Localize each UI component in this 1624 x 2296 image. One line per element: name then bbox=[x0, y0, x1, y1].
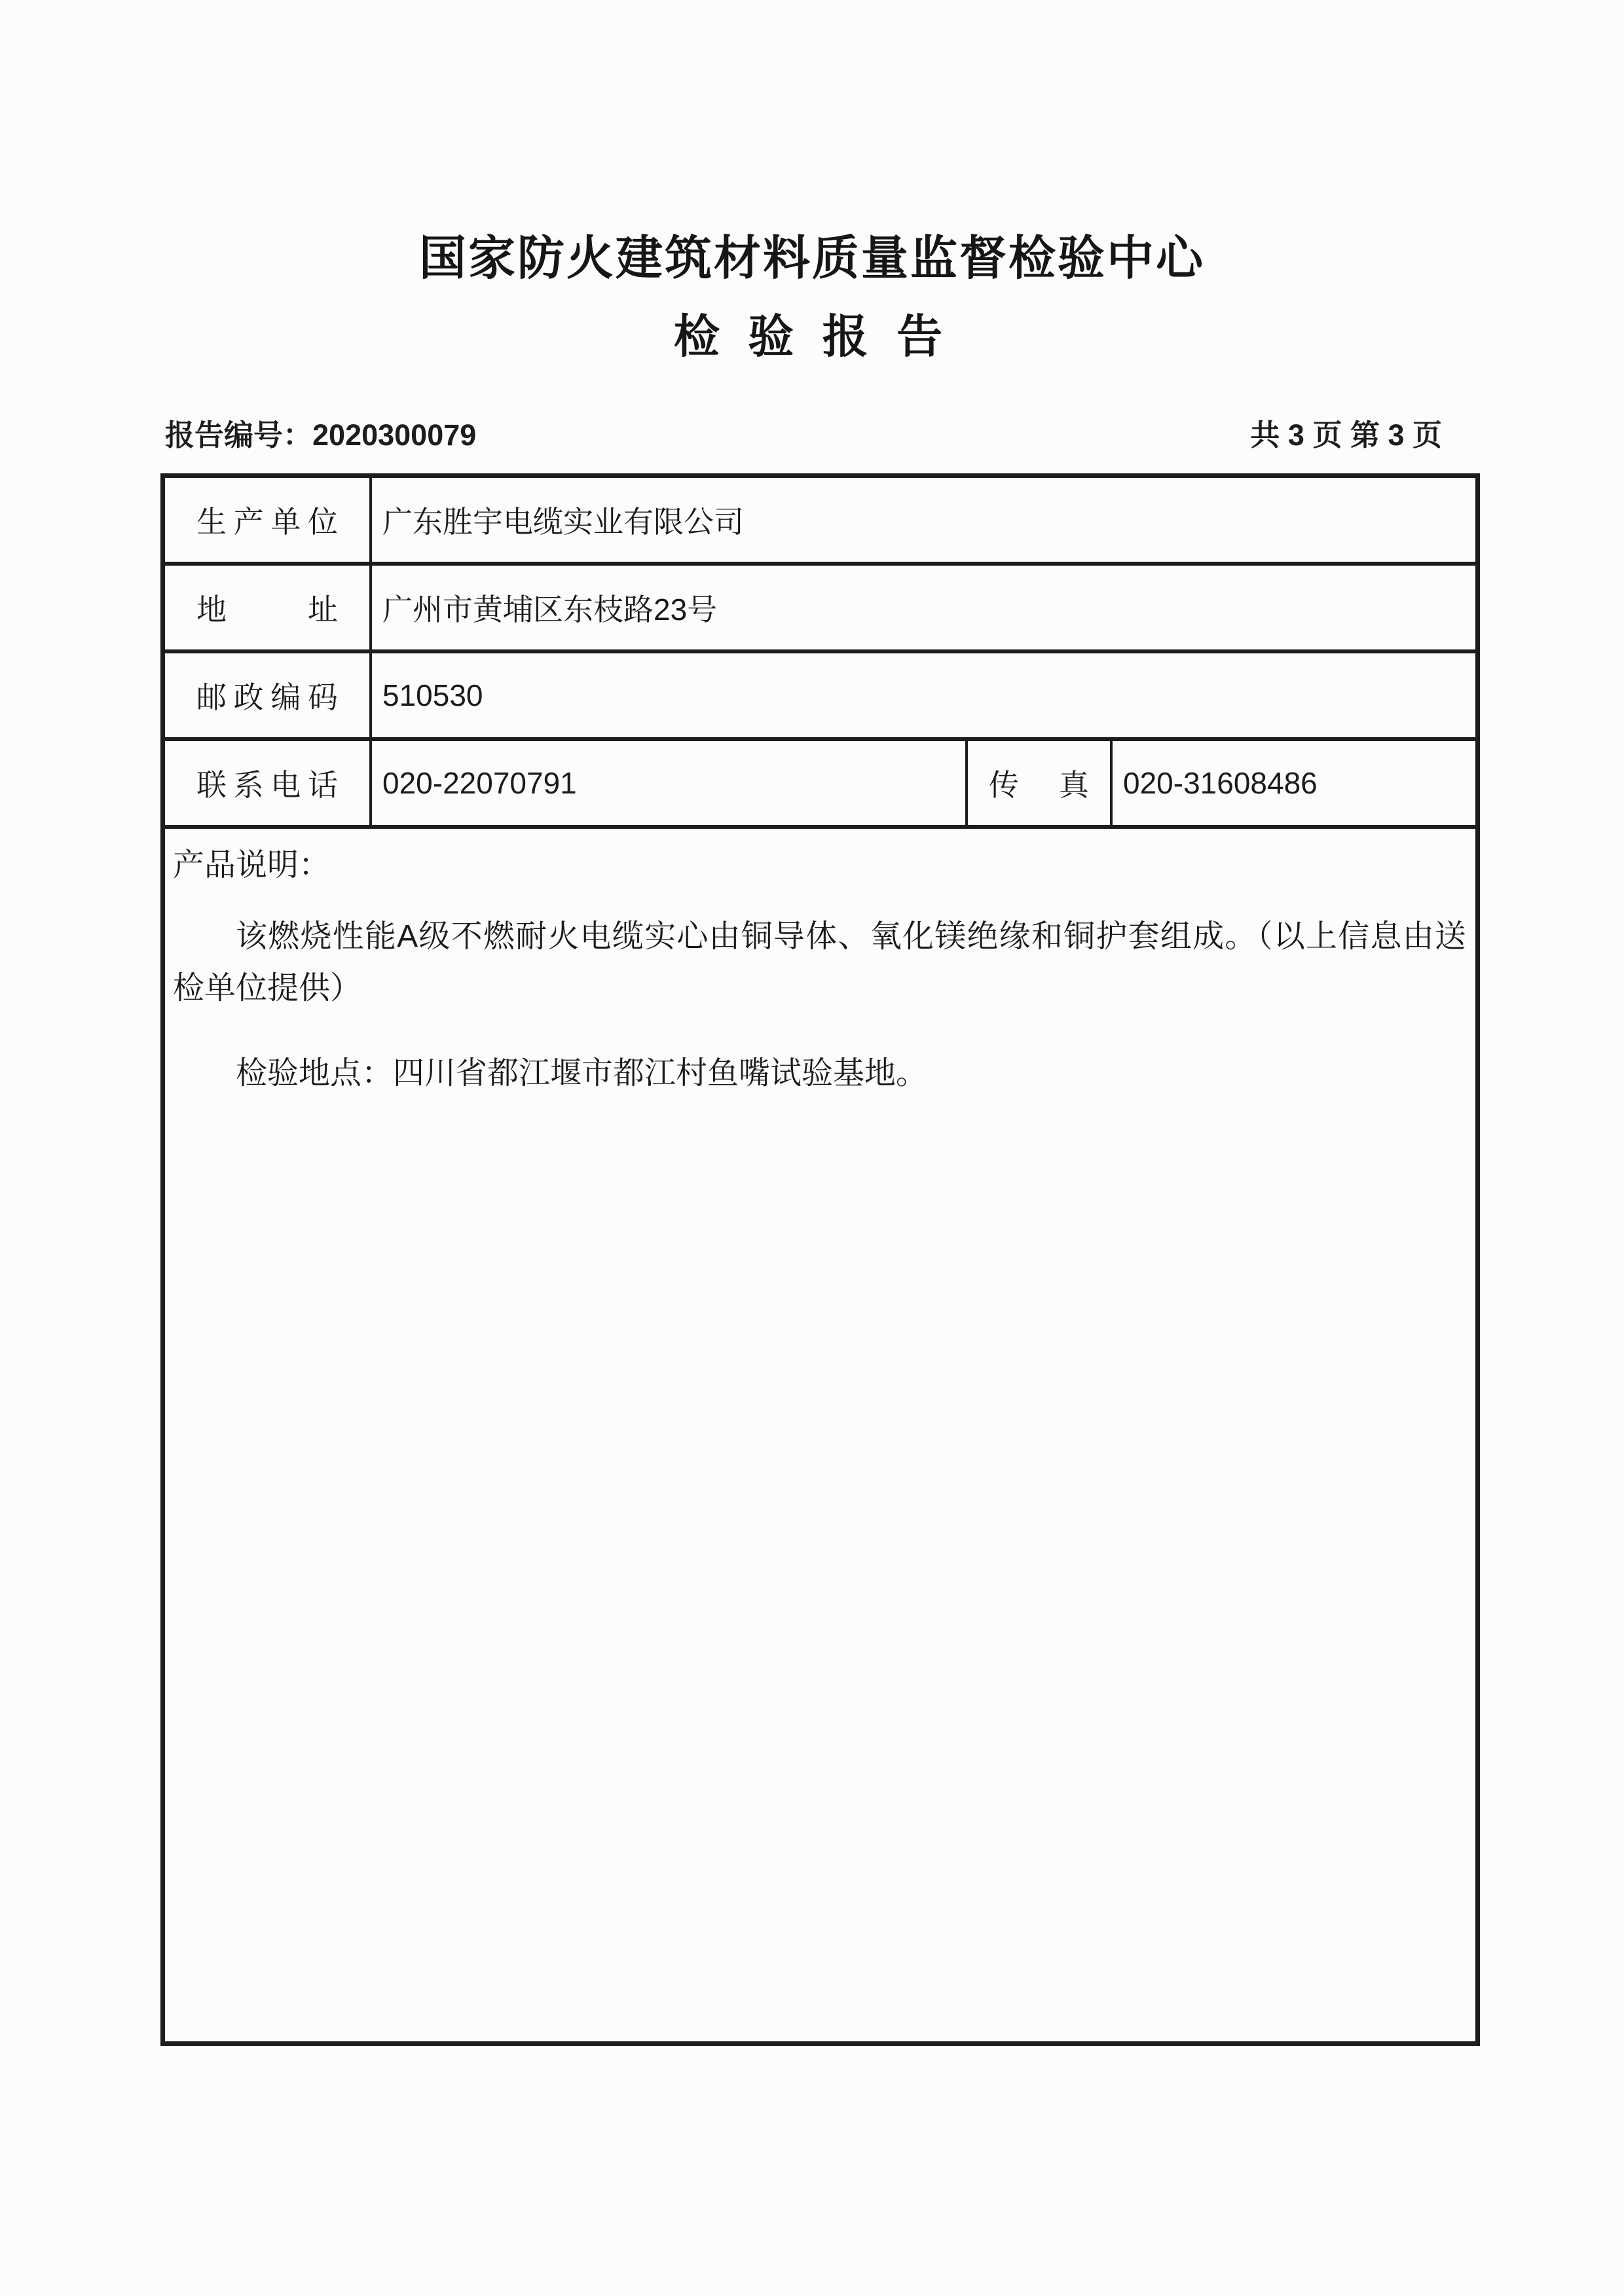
fax-value: 020-31608486 bbox=[1123, 766, 1318, 800]
report-number-label: 报告编号： bbox=[165, 418, 313, 452]
fax-label: 传真 bbox=[989, 768, 1089, 802]
table-row-postcode bbox=[165, 653, 1475, 741]
table-row-manufacturer bbox=[165, 478, 1475, 566]
product-description-cell bbox=[165, 829, 1475, 2041]
document-title: 国家防火建筑材料质量监督检验中心 bbox=[418, 232, 1205, 285]
address-value: 广州市黄埔区东枝路23号 bbox=[382, 592, 718, 627]
report-number-value: 2020300079 bbox=[312, 418, 477, 452]
document-subtitle: 检 验 报 告 bbox=[673, 311, 951, 362]
table-row-address bbox=[165, 566, 1475, 653]
postcode-label: 邮政编码 bbox=[196, 680, 338, 714]
report-number-line bbox=[165, 411, 476, 454]
address-label: 地址 bbox=[196, 592, 338, 627]
postcode-value: 510530 bbox=[382, 678, 483, 712]
fax-label-cell bbox=[968, 741, 1113, 825]
meta-row bbox=[165, 411, 1442, 454]
product-description-paragraph: 该燃烧性能A级不燃耐火电缆实心由铜导体、氧化镁绝缘和铜护套组成。（以上信息由送检单位提供） bbox=[173, 919, 1466, 1006]
manufacturer-value: 广东胜宇电缆实业有限公司 bbox=[382, 505, 744, 539]
product-description-heading: 产品说明： bbox=[173, 848, 331, 883]
page-count-info: 共 3 页 第 3 页 bbox=[1250, 418, 1442, 452]
phone-label-cell bbox=[165, 741, 372, 825]
phone-value: 020-22070791 bbox=[372, 741, 968, 825]
table-row-phone-fax bbox=[165, 741, 1475, 829]
phone-label: 联系电话 bbox=[196, 768, 338, 802]
address-label-cell bbox=[165, 566, 372, 649]
info-table bbox=[160, 473, 1480, 2046]
postcode-label-cell bbox=[165, 653, 372, 737]
manufacturer-label: 生产单位 bbox=[196, 505, 338, 539]
inspection-location-line: 检验地点：四川省都江堰市都江村鱼嘴试验基地。 bbox=[236, 1056, 928, 1091]
manufacturer-label-cell bbox=[165, 478, 372, 562]
